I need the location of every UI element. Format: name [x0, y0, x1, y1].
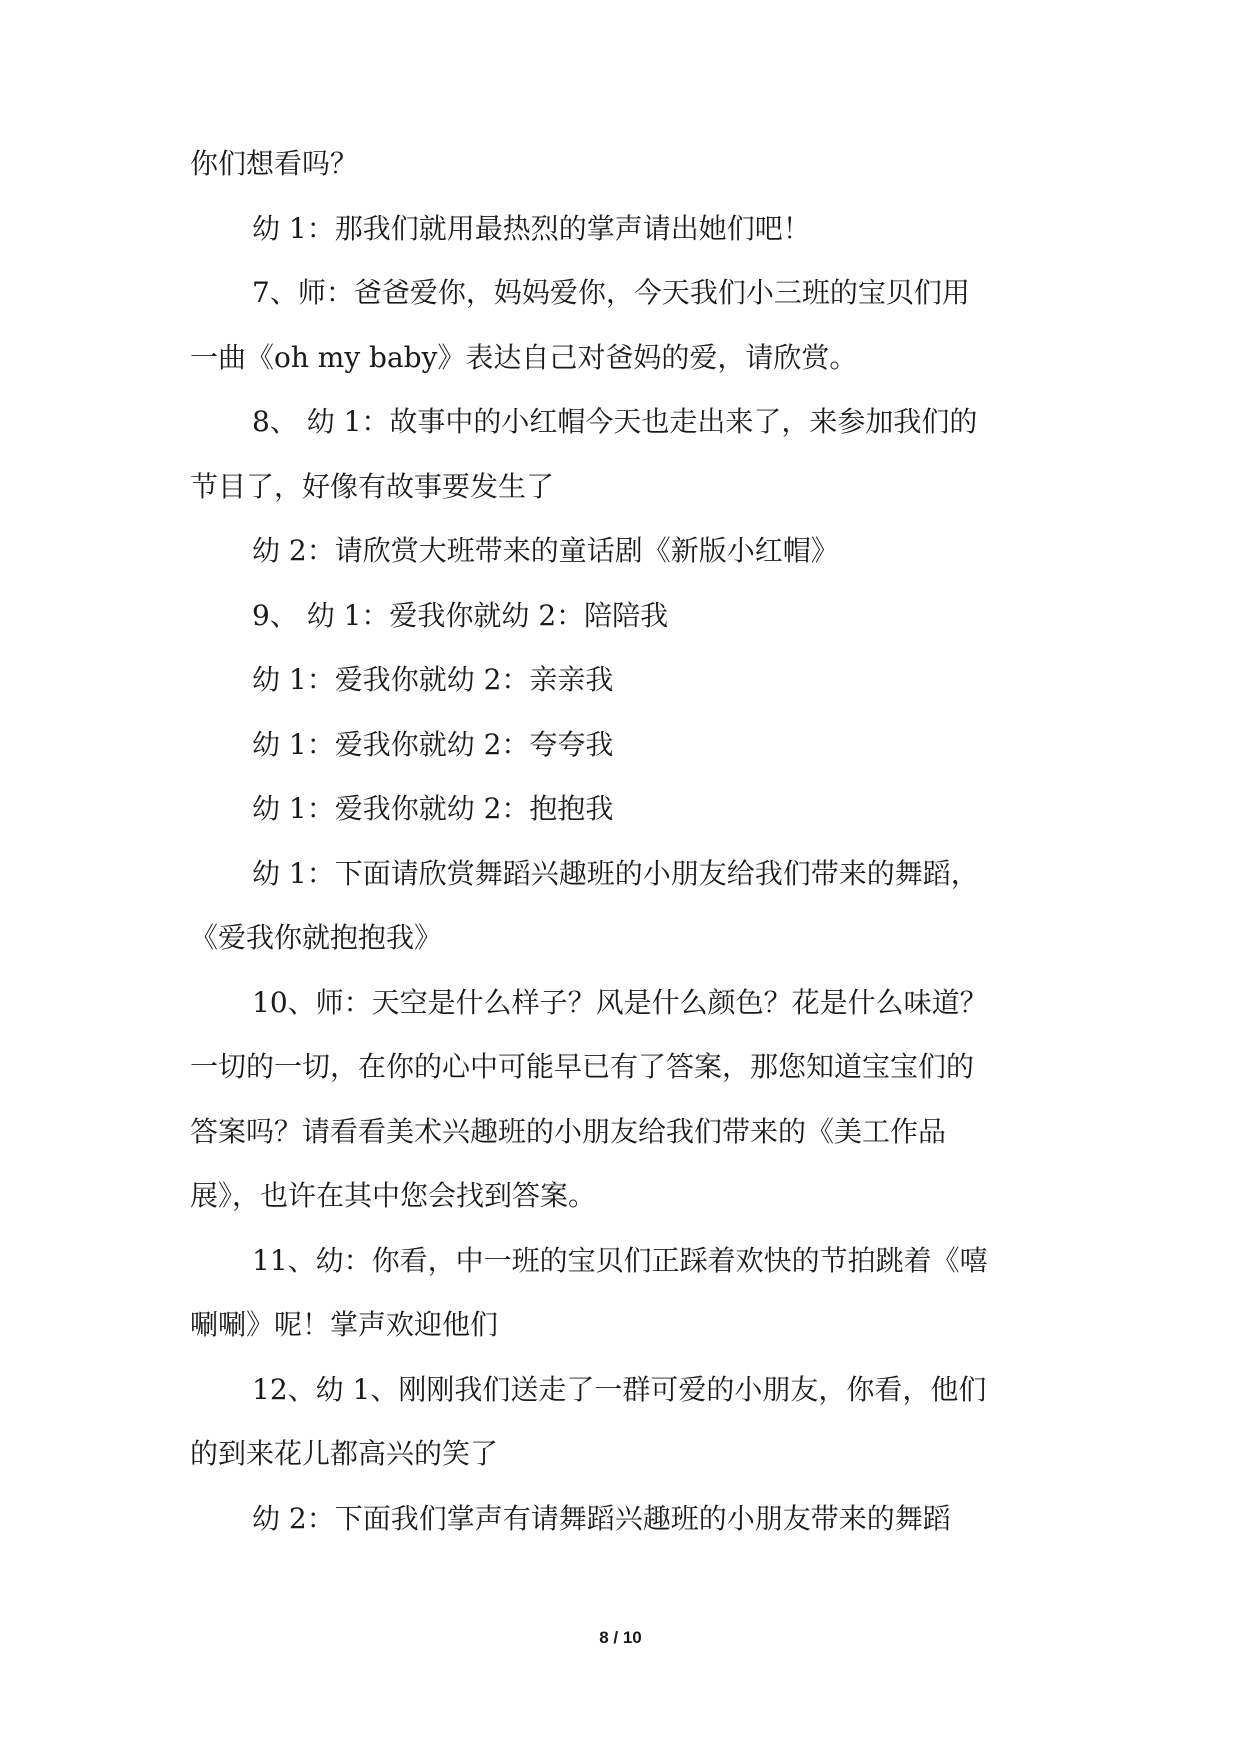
text-line: 幼 1：爱我你就幼 2：抱抱我 [252, 792, 614, 825]
text-line: 节目了，好像有故事要发生了 [190, 469, 555, 503]
document-body [190, 132, 1050, 1551]
text-line: 9、 幼 1：爱我你就幼 2：陪陪我 [252, 598, 669, 632]
text-line: 展》，也许在其中您会找到答案。 [190, 1179, 597, 1212]
text-line: 幼 1：那我们就用最热烈的掌声请出她们吧！ [252, 211, 811, 245]
page-number: 8 / 10 [599, 1628, 642, 1647]
text-line: 《爱我你就抱抱我》 [190, 921, 443, 954]
text-line: 幼 1：爱我你就幼 2：亲亲我 [252, 663, 614, 696]
text-line: 一曲《oh my baby》表达自己对爸妈的爱，请欣赏。 [190, 340, 858, 374]
text-line: 幼 1：爱我你就幼 2：夸夸我 [252, 727, 614, 761]
text-line: 答案吗？请看看美术兴趣班的小朋友给我们带来的《美工作品 [190, 1114, 947, 1148]
text-line: 幼 2：下面我们掌声有请舞蹈兴趣班的小朋友带来的舞蹈 [252, 1501, 951, 1535]
text-line: 10、师：天空是什么样子？风是什么颜色？花是什么味道？ [252, 985, 988, 1019]
text-line: 幼 1：下面请欣赏舞蹈兴趣班的小朋友给我们带来的舞蹈， [252, 856, 979, 890]
text-line: 11、幼：你看，中一班的宝贝们正踩着欢快的节拍跳着《嘻 [252, 1243, 988, 1277]
text-line: 幼 2：请欣赏大班带来的童话剧《新版小红帽》 [252, 534, 839, 567]
text-line: 唰唰》呢！掌声欢迎他们 [190, 1308, 499, 1341]
text-line: 12、幼 1、刚刚我们送走了一群可爱的小朋友，你看，他们 [252, 1372, 987, 1406]
text-line: 的到来花儿都高兴的笑了 [190, 1437, 499, 1470]
text-line: 8、 幼 1：故事中的小红帽今天也走出来了，来参加我们的 [252, 405, 978, 438]
text-line: 7、师：爸爸爱你，妈妈爱你，今天我们小三班的宝贝们用 [252, 276, 970, 309]
text-line: 你们想看吗？ [190, 147, 359, 180]
text-line: 一切的一切，在你的心中可能早已有了答案，那您知道宝宝们的 [190, 1050, 975, 1083]
